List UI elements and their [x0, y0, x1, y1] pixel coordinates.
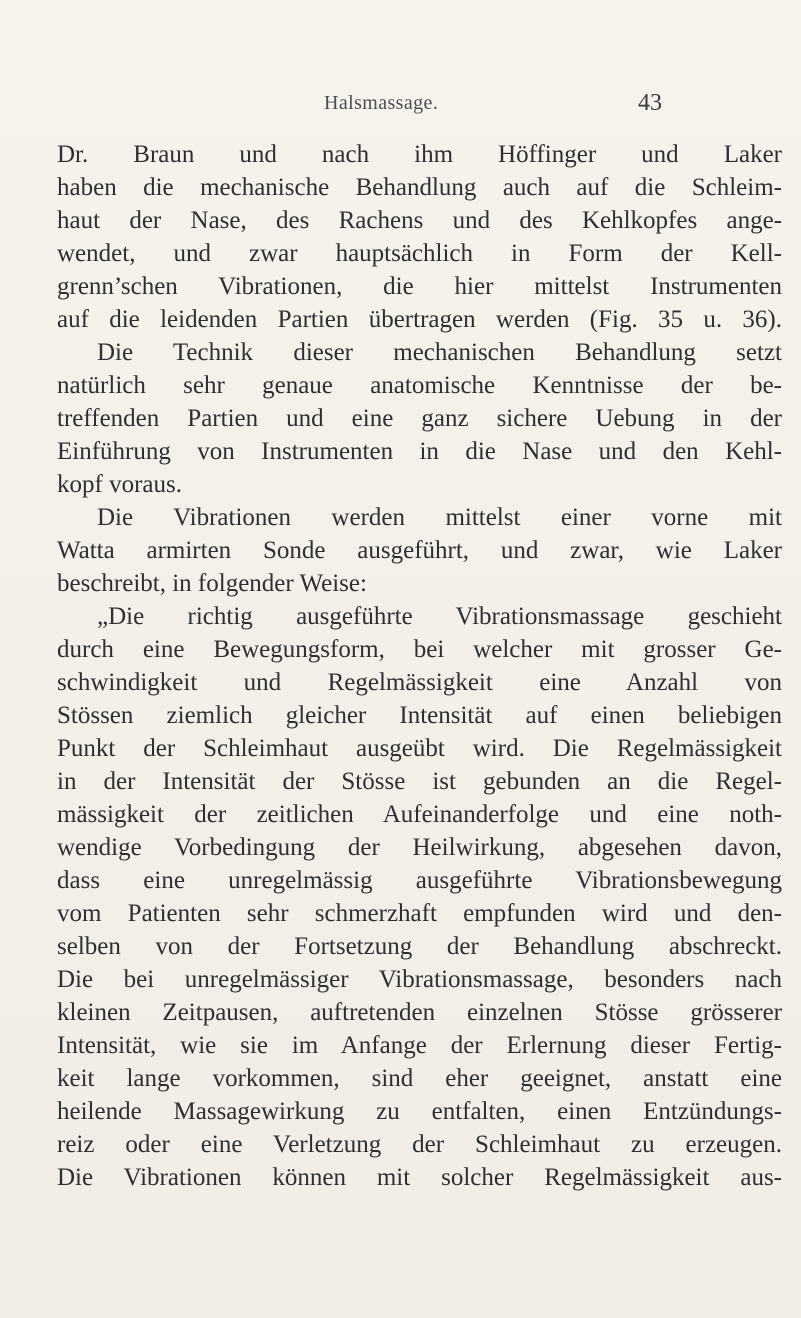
text-line: kleinen Zeitpausen, auftretenden einzelnen Stösse grösserer [57, 999, 782, 1026]
text-line: in der Intensität der Stösse ist gebunden an die Regel- [57, 768, 782, 795]
text-line: treffenden Partien und eine ganz sichere Uebung in der [57, 405, 782, 432]
text-line: wendige Vorbedingung der Heilwirkung, abgesehen davon, [57, 834, 782, 861]
text-line: reiz oder eine Verletzung der Schleimhaut zu erzeugen. [57, 1131, 782, 1158]
text-line: Stössen ziemlich gleicher Intensität auf einen beliebigen [57, 702, 782, 729]
text-line: kopf voraus. [57, 471, 182, 498]
text-line: durch eine Bewegungsform, bei welcher mit grosser Ge- [57, 636, 782, 663]
body-text [57, 138, 782, 1194]
text-line: keit lange vorkommen, sind eher geeignet, anstatt eine [57, 1065, 782, 1092]
text-line: Punkt der Schleimhaut ausgeübt wird. Die Regelmässigkeit [57, 735, 782, 762]
text-line: vom Patienten sehr schmerzhaft empfunden wird und den- [57, 900, 782, 927]
text-line: dass eine unregelmässig ausgeführte Vibrationsbewegung [57, 867, 782, 894]
text-line: grenn’schen Vibrationen, die hier mittelst Instrumenten [57, 273, 782, 300]
text-line: selben von der Fortsetzung der Behandlung abschreckt. [57, 933, 782, 960]
text-line: Intensität, wie sie im Anfange der Erlernung dieser Fertig- [57, 1032, 782, 1059]
page-number: 43 [638, 90, 662, 116]
text-line: Watta armirten Sonde ausgeführt, und zwar, wie Laker [57, 537, 782, 564]
text-line: Die Vibrationen werden mittelst einer vorne mit [97, 504, 782, 531]
text-line: mässigkeit der zeitlichen Aufeinanderfolge und eine noth- [57, 801, 782, 828]
running-head [0, 92, 801, 118]
text-line: Die Technik dieser mechanischen Behandlung setzt [97, 339, 782, 366]
text-line: schwindigkeit und Regelmässigkeit eine Anzahl von [57, 669, 782, 696]
running-title: Halsmassage. [324, 92, 439, 114]
text-line: auf die leidenden Partien übertragen werden (Fig. 35 u. 36). [57, 306, 782, 333]
text-line: haben die mechanische Behandlung auch auf die Schleim- [57, 174, 782, 201]
text-line: Die bei unregelmässiger Vibrationsmassage, besonders nach [57, 966, 782, 993]
text-line: heilende Massagewirkung zu entfalten, einen Entzündungs- [57, 1098, 782, 1125]
text-line: haut der Nase, des Rachens und des Kehlkopfes ange- [57, 207, 782, 234]
text-line: Einführung von Instrumenten in die Nase und den Kehl- [57, 438, 782, 465]
text-line: wendet, und zwar hauptsächlich in Form der Kell- [57, 240, 782, 267]
text-line: natürlich sehr genaue anatomische Kenntnisse der be- [57, 372, 782, 399]
text-line: beschreibt, in folgender Weise: [57, 570, 367, 597]
text-line: Die Vibrationen können mit solcher Regelmässigkeit aus- [57, 1164, 782, 1191]
text-line: Dr. Braun und nach ihm Höffinger und Laker [57, 141, 782, 168]
text-line: „Die richtig ausgeführte Vibrationsmassage geschieht [97, 603, 782, 630]
